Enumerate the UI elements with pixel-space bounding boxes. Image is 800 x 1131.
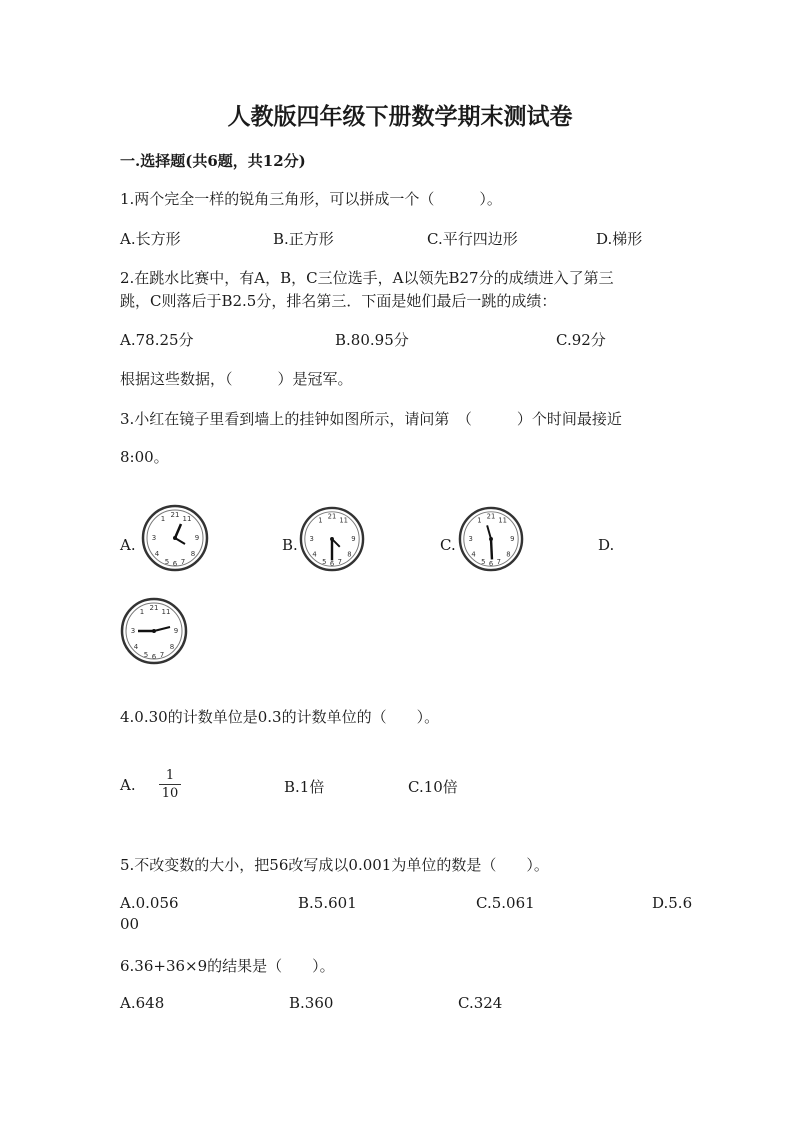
question-6-stem: 6.36+36×9的结果是（ ）。 xyxy=(120,957,335,975)
svg-text:8: 8 xyxy=(347,550,352,559)
question-3-stem-line-2: 8:00。 xyxy=(120,448,169,466)
svg-text:1: 1 xyxy=(318,516,323,525)
question-3-option-b[interactable]: B. xyxy=(282,536,298,554)
question-2-stem-line-2: 跳，C则落后于B2.5分，排名第三．下面是她们最后一跳的成绩： xyxy=(120,292,557,310)
svg-text:5: 5 xyxy=(164,558,170,566)
svg-text:6: 6 xyxy=(329,560,335,569)
question-1-option-c[interactable]: C.平行四边形 xyxy=(427,230,518,248)
svg-text:21: 21 xyxy=(486,512,496,521)
svg-text:6: 6 xyxy=(151,653,157,661)
svg-text:9: 9 xyxy=(173,627,179,635)
question-3-option-a[interactable]: A. xyxy=(120,536,136,554)
svg-text:3: 3 xyxy=(151,534,157,542)
question-3-option-d[interactable]: D. xyxy=(598,536,615,554)
svg-text:9: 9 xyxy=(351,534,356,543)
svg-text:4: 4 xyxy=(312,550,317,559)
svg-text:5: 5 xyxy=(481,558,486,567)
question-5-option-d-continuation: 00 xyxy=(120,915,140,933)
svg-text:9: 9 xyxy=(510,534,515,543)
svg-text:1: 1 xyxy=(477,516,482,525)
mirrored-clock-a-icon xyxy=(141,504,209,572)
question-1-option-a[interactable]: A.长方形 xyxy=(120,230,181,248)
svg-text:3: 3 xyxy=(309,534,314,543)
question-2-option-c[interactable]: C.92分 xyxy=(556,331,606,349)
svg-text:8: 8 xyxy=(190,550,196,558)
question-1-stem: 1.两个完全一样的锐角三角形，可以拼成一个（ ）。 xyxy=(120,190,502,208)
fraction-denominator: 10 xyxy=(161,786,179,801)
svg-text:7: 7 xyxy=(180,558,186,566)
svg-text:7: 7 xyxy=(337,558,342,567)
question-1-option-b[interactable]: B.正方形 xyxy=(273,230,334,248)
svg-text:5: 5 xyxy=(143,651,149,659)
fraction-one-tenth xyxy=(159,768,181,801)
svg-text:9: 9 xyxy=(194,534,200,542)
question-6-option-b[interactable]: B.360 xyxy=(289,994,334,1012)
question-2-option-a[interactable]: A.78.25分 xyxy=(120,331,194,349)
question-4-option-b[interactable]: B.1倍 xyxy=(284,778,325,796)
svg-text:21: 21 xyxy=(170,511,180,519)
question-3-option-c[interactable]: C. xyxy=(440,536,456,554)
question-4-option-c[interactable]: C.10倍 xyxy=(408,778,458,796)
question-2-option-b[interactable]: B.80.95分 xyxy=(335,331,409,349)
section-heading: 一.选择题(共6题，共12分) xyxy=(120,152,306,170)
svg-text:4: 4 xyxy=(471,550,476,559)
svg-text:1: 1 xyxy=(160,515,166,523)
page-title: 人教版四年级下册数学期末测试卷 xyxy=(227,103,573,130)
question-5-option-d[interactable]: D.5.6 xyxy=(652,894,693,912)
svg-text:4: 4 xyxy=(133,643,139,651)
svg-text:8: 8 xyxy=(506,550,511,559)
svg-text:11: 11 xyxy=(182,515,192,523)
question-4-option-a[interactable]: A. xyxy=(120,776,136,794)
question-3-stem-line-1: 3.小红在镜子里看到墙上的挂钟如图所示，请问第 （ ）个时间最接近 xyxy=(120,410,622,428)
question-6-option-a[interactable]: A.648 xyxy=(120,994,165,1012)
svg-text:4: 4 xyxy=(154,550,160,558)
fraction-bar xyxy=(159,784,181,785)
svg-text:6: 6 xyxy=(172,560,178,568)
question-5-stem: 5.不改变数的大小，把56改写成以0.001为单位的数是（ ）。 xyxy=(120,856,549,874)
svg-text:11: 11 xyxy=(161,608,171,616)
question-2-stem-line-1: 2.在跳水比赛中，有A，B，C三位选手，A以领先B27分的成绩进入了第三 xyxy=(120,269,614,287)
svg-text:3: 3 xyxy=(130,627,136,635)
svg-text:3: 3 xyxy=(468,534,473,543)
svg-text:6: 6 xyxy=(488,560,494,569)
svg-text:21: 21 xyxy=(149,604,159,612)
question-5-option-b[interactable]: B.5.601 xyxy=(298,894,357,912)
svg-text:8: 8 xyxy=(169,643,175,651)
fraction-numerator: 1 xyxy=(165,768,175,783)
question-6-option-c[interactable]: C.324 xyxy=(458,994,503,1012)
svg-text:5: 5 xyxy=(322,558,327,567)
mirrored-clock-b-icon xyxy=(299,506,365,572)
mirrored-clock-d-icon xyxy=(120,597,188,665)
question-1-option-d[interactable]: D.梯形 xyxy=(596,230,643,248)
svg-text:7: 7 xyxy=(159,651,165,659)
question-5-option-a[interactable]: A.0.056 xyxy=(120,894,179,912)
svg-text:7: 7 xyxy=(496,558,501,567)
svg-text:11: 11 xyxy=(498,516,507,525)
question-4-stem: 4.0.30的计数单位是0.3的计数单位的（ ）。 xyxy=(120,708,440,726)
svg-text:21: 21 xyxy=(327,512,337,521)
question-5-option-c[interactable]: C.5.061 xyxy=(476,894,535,912)
svg-text:1: 1 xyxy=(139,608,145,616)
svg-text:11: 11 xyxy=(339,516,348,525)
question-2-tail: 根据这些数据，（ ）是冠军。 xyxy=(120,370,353,388)
mirrored-clock-c-icon xyxy=(458,506,524,572)
